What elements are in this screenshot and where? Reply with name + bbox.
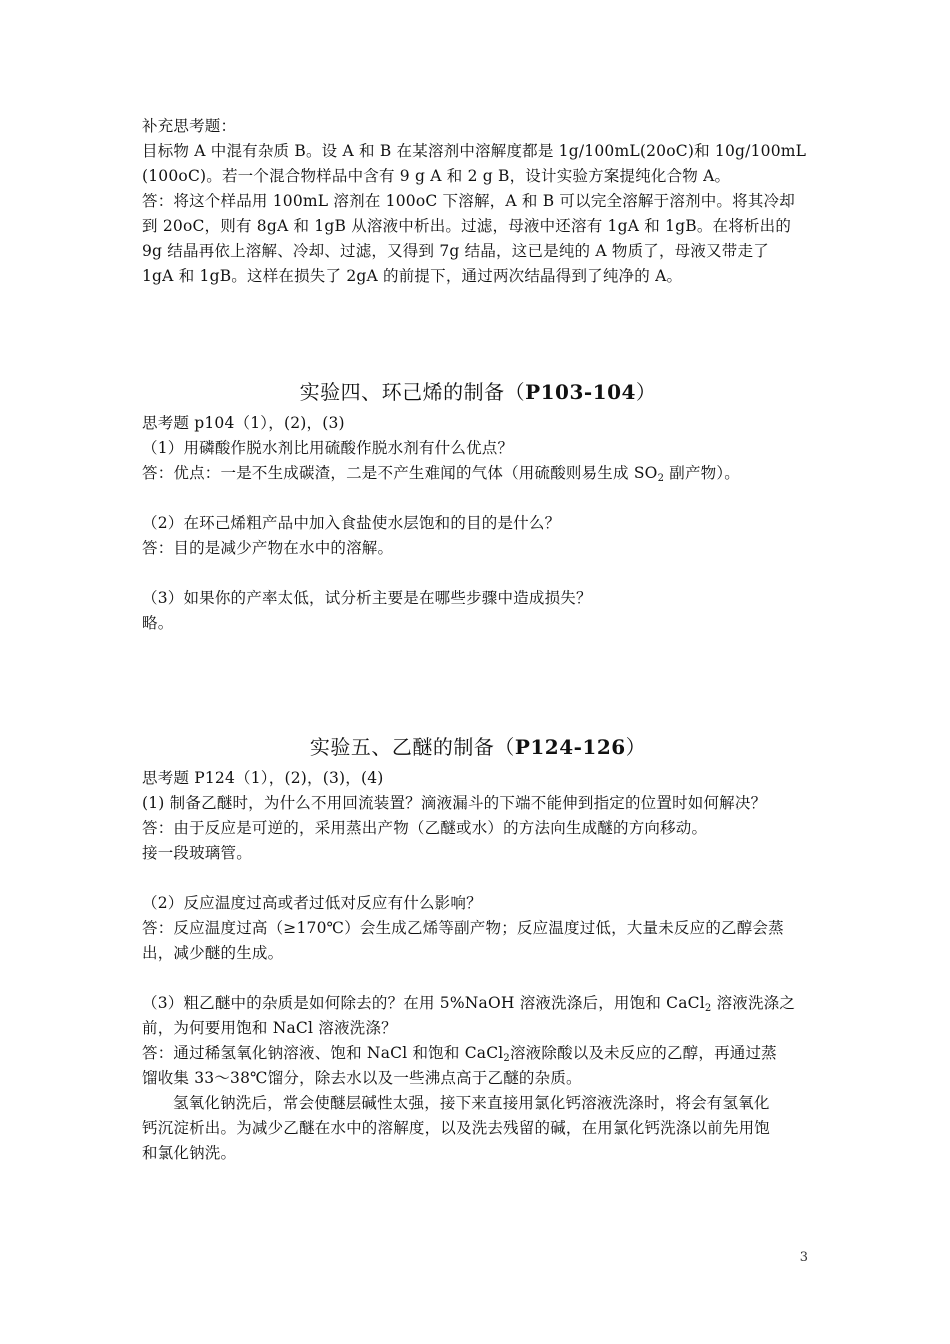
exp5-answer-3-paragraph-2-line-1: 氢氧化钠洗后，常会使醚层碱性太强，接下来直接用氯化钙溶液洗涤时，将会有氢氧化 bbox=[173, 1094, 770, 1112]
exp5-heading-close: ） bbox=[625, 735, 647, 759]
exp5-heading bbox=[142, 732, 814, 762]
exp5-answer-3-paragraph-2-line-3: 和氯化钠洗。 bbox=[142, 1144, 237, 1162]
exp5-heading-title: 实验五、乙醚的制备（ bbox=[309, 735, 515, 759]
exp5-answer-3-line-2: 馏收集 33～38℃馏分，除去水以及一些沸点高于乙醚的杂质。 bbox=[142, 1069, 582, 1087]
exp5-question-1: (1) 制备乙醚时，为什么不用回流装置？滴液漏斗的下端不能伸到指定的位置时如何解决？ bbox=[142, 794, 767, 812]
exp4-answer-1-subscript: 2 bbox=[657, 473, 665, 484]
exp5-answer-3-line-1 bbox=[142, 1041, 814, 1066]
exp5-question-3-text: （3）粗乙醚中的杂质是如何除去的？在用 5%NaOH 溶液洗涤后，用饱和 CaCl bbox=[142, 994, 705, 1012]
exp5-question-3-line-1 bbox=[142, 991, 814, 1016]
exp4-answer-1-tail: 副产物）。 bbox=[664, 464, 741, 482]
page-content bbox=[142, 114, 814, 1166]
paragraph-spacer bbox=[142, 486, 814, 511]
paragraph-spacer bbox=[142, 561, 814, 586]
exp4-heading-pages: P103-104 bbox=[525, 380, 636, 404]
supplement-line: 目标物 A 中混有杂质 B。设 A 和 B 在某溶剂中溶解度都是 1g/100mL(20oC)和 10g/100mL bbox=[142, 142, 807, 160]
supplement-line: (100oC)。若一个混合物样品中含有 9 g A 和 2 g B，设计实验方案提纯化合物 A。 bbox=[142, 167, 731, 185]
exp5-answer-1-line-2: 接一段玻璃管。 bbox=[142, 844, 252, 862]
exp4-question-3: （3）如果你的产率太低，试分析主要是在哪些步骤中造成损失？ bbox=[142, 589, 592, 607]
exp5-answer-3-tail: 溶液除酸以及未反应的乙醇，再通过蒸 bbox=[509, 1044, 777, 1062]
exp4-question-2: （2）在环己烯粗产品中加入食盐使水层饱和的目的是什么？ bbox=[142, 514, 561, 532]
paragraph-spacer bbox=[142, 966, 814, 991]
supplement-answer-line: 答：将这个样品用 100mL 溶剂在 100oC 下溶解，A 和 B 可以完全溶解于溶剂中。将其冷却 bbox=[142, 192, 795, 210]
exp4-answer-1-text: 答：优点：一是不生成碳渣，二是不产生难闻的气体（用硫酸则易生成 SO bbox=[142, 464, 658, 482]
exp5-question-2: （2）反应温度过高或者过低对反应有什么影响？ bbox=[142, 894, 482, 912]
exp5-answer-1-line-1: 答：由于反应是可逆的，采用蒸出产物（乙醚或水）的方法向生成醚的方向移动。 bbox=[142, 819, 708, 837]
exp4-heading-close: ） bbox=[635, 380, 657, 404]
supplement-answer-line: 9g 结晶再依上溶解、冷却、过滤，又得到 7g 结晶，这已是纯的 A 物质了，母液又带走了 bbox=[142, 242, 769, 260]
supplement-answer-line: 到 20oC，则有 8gA 和 1gB 从溶液中析出。过滤，母液中还溶有 1gA 和 1gB。在将析出的 bbox=[142, 217, 792, 235]
exp4-question-1: （1）用磷酸作脱水剂比用硫酸作脱水剂有什么优点？ bbox=[142, 439, 514, 457]
exp5-answer-3-paragraph-2-line-2: 钙沉淀析出。为减少乙醚在水中的溶解度，以及洗去残留的碱，在用氯化钙洗涤以前先用饱 bbox=[142, 1119, 771, 1137]
paragraph-spacer bbox=[142, 866, 814, 891]
exp4-questions-line: 思考题 p104（1），(2)，(3) bbox=[142, 414, 345, 432]
exp4-heading-title: 实验四、环己烯的制备（ bbox=[299, 380, 526, 404]
exp4-answer-3: 略。 bbox=[142, 614, 174, 632]
exp4-answer-1 bbox=[142, 461, 814, 486]
exp5-answer-2-line-2: 出，减少醚的生成。 bbox=[142, 944, 284, 962]
exp5-answer-3-subscript: 2 bbox=[503, 1053, 510, 1064]
exp4-heading bbox=[142, 377, 814, 407]
section-spacer bbox=[142, 636, 814, 732]
section-spacer bbox=[142, 289, 814, 377]
page-number: 3 bbox=[799, 1250, 808, 1265]
exp5-answer-2-line-1: 答：反应温度过高（≥170℃）会生成乙烯等副产物；反应温度过低，大量未反应的乙醇会蒸 bbox=[142, 919, 784, 937]
supplement-answer-line: 1gA 和 1gB。这样在损失了 2gA 的前提下，通过两次结晶得到了纯净的 A。 bbox=[142, 267, 683, 285]
exp5-question-3-tail: 溶液洗涤之 bbox=[711, 994, 796, 1012]
supplement-title: 补充思考题： bbox=[142, 117, 237, 135]
exp5-question-3-subscript: 2 bbox=[704, 1003, 712, 1014]
exp5-question-3-line-2: 前，为何要用饱和 NaCl 溶液洗涤？ bbox=[142, 1019, 397, 1037]
exp5-answer-3-text: 答：通过稀氢氧化钠溶液、饱和 NaCl 和饱和 CaCl bbox=[142, 1044, 504, 1062]
exp5-heading-pages: P124-126 bbox=[514, 735, 626, 759]
exp5-questions-line: 思考题 P124（1），(2)，(3)，(4) bbox=[142, 769, 384, 787]
exp4-answer-2: 答：目的是减少产物在水中的溶解。 bbox=[142, 539, 394, 557]
